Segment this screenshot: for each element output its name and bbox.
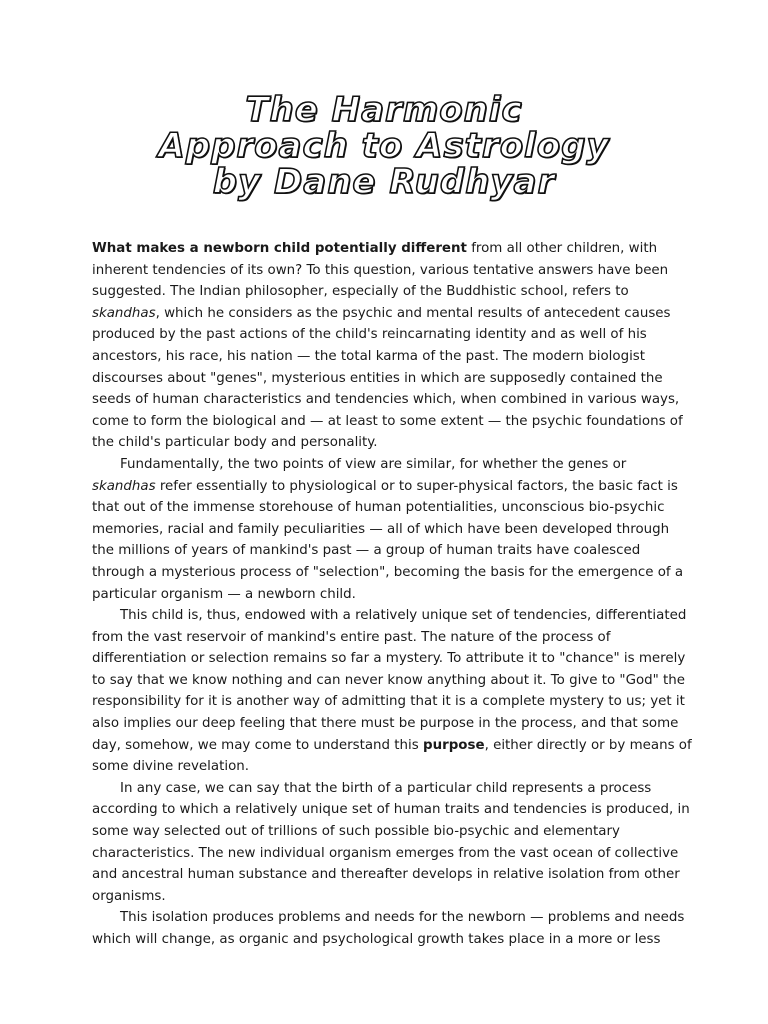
paragraph-5 (92, 907, 692, 950)
paragraph-2-text-a: Fundamentally, the two points of view are similar, for whether the genes or (120, 456, 627, 472)
document-title (0, 92, 768, 200)
paragraph-3-text-b: , either directly or by means of some divine revelation. (92, 737, 692, 775)
paragraph-3-text-a: This child is, thus, endowed with a relatively unique set of tendencies, differentiated from the vast reservoir of mankind's entire past. The nature of the process of differentiation or selection remains so far a mystery. To attribute it to "chance" is merely to say that we know nothing and can never know anything about it. To give to "God" the responsibility for it is another way of admitting that it is a complete mystery to us; yet it also implies our deep feeling that there must be purpose in the process, and that some day, somehow, we may come to understand this (92, 608, 687, 753)
paragraph-2-text-b: refer essentially to physiological or to super-physical factors, the basic fact is that out of the immense storehouse of human potentialities, unconscious bio-psychic memories, racial and family peculiarities — all of which have been developed through the millions of years of mankind's past — a group of human traits have coalesced through a mysterious process of "selection", becoming the basis for the emergence of a particular organism — a newborn child. (92, 478, 684, 602)
title-line-3: by Dane Rudhyar (212, 162, 556, 202)
paragraph-2-term: skandhas (92, 478, 156, 494)
paragraph-3 (92, 605, 692, 778)
title-line-1: The Harmonic (245, 90, 523, 130)
paragraph-5-text: This isolation produces problems and needs for the newborn — problems and needs which will change, as organic and psychological growth takes place in a more or less (92, 910, 685, 947)
paragraph-1-lead: What makes a newborn child potentially different (92, 241, 467, 256)
paragraph-4 (92, 778, 692, 908)
paragraph-1 (92, 238, 692, 454)
title-line-2: Approach to Astrology (158, 126, 610, 166)
document-body (92, 238, 692, 951)
paragraph-2 (92, 454, 692, 605)
paragraph-1-text-a: from all other children, with inherent tendencies of its own? To this question, various tentative answers have been suggested. The Indian philosopher, especially of the Buddhistic school, refers to (92, 241, 669, 300)
paragraph-1-text-b: , which he considers as the psychic and mental results of antecedent causes produced by the past actions of the child's reincarnating identity and as well of his ancestors, his race, his nation — the total karma of the past. The modern biologist discourses about "genes", mysterious entities in which are supposedly contained the seeds of human characteristics and tendencies which, when combined in various ways, come to form the biological and — at least to some extent — the psychic foundations of the child's particular body and personality. (92, 305, 683, 451)
paragraph-1-term: skandhas (92, 305, 156, 321)
paragraph-3-bold: purpose (423, 737, 485, 753)
paragraph-4-text: In any case, we can say that the birth of a particular child represents a process according to which a relatively unique set of human traits and tendencies is produced, in some way selected out of trillions of such possible bio-psychic and elementary characteristics. The new individual organism emerges from the vast ocean of collective and ancestral human substance and thereafter develops in relative isolation from other organisms. (92, 780, 690, 904)
